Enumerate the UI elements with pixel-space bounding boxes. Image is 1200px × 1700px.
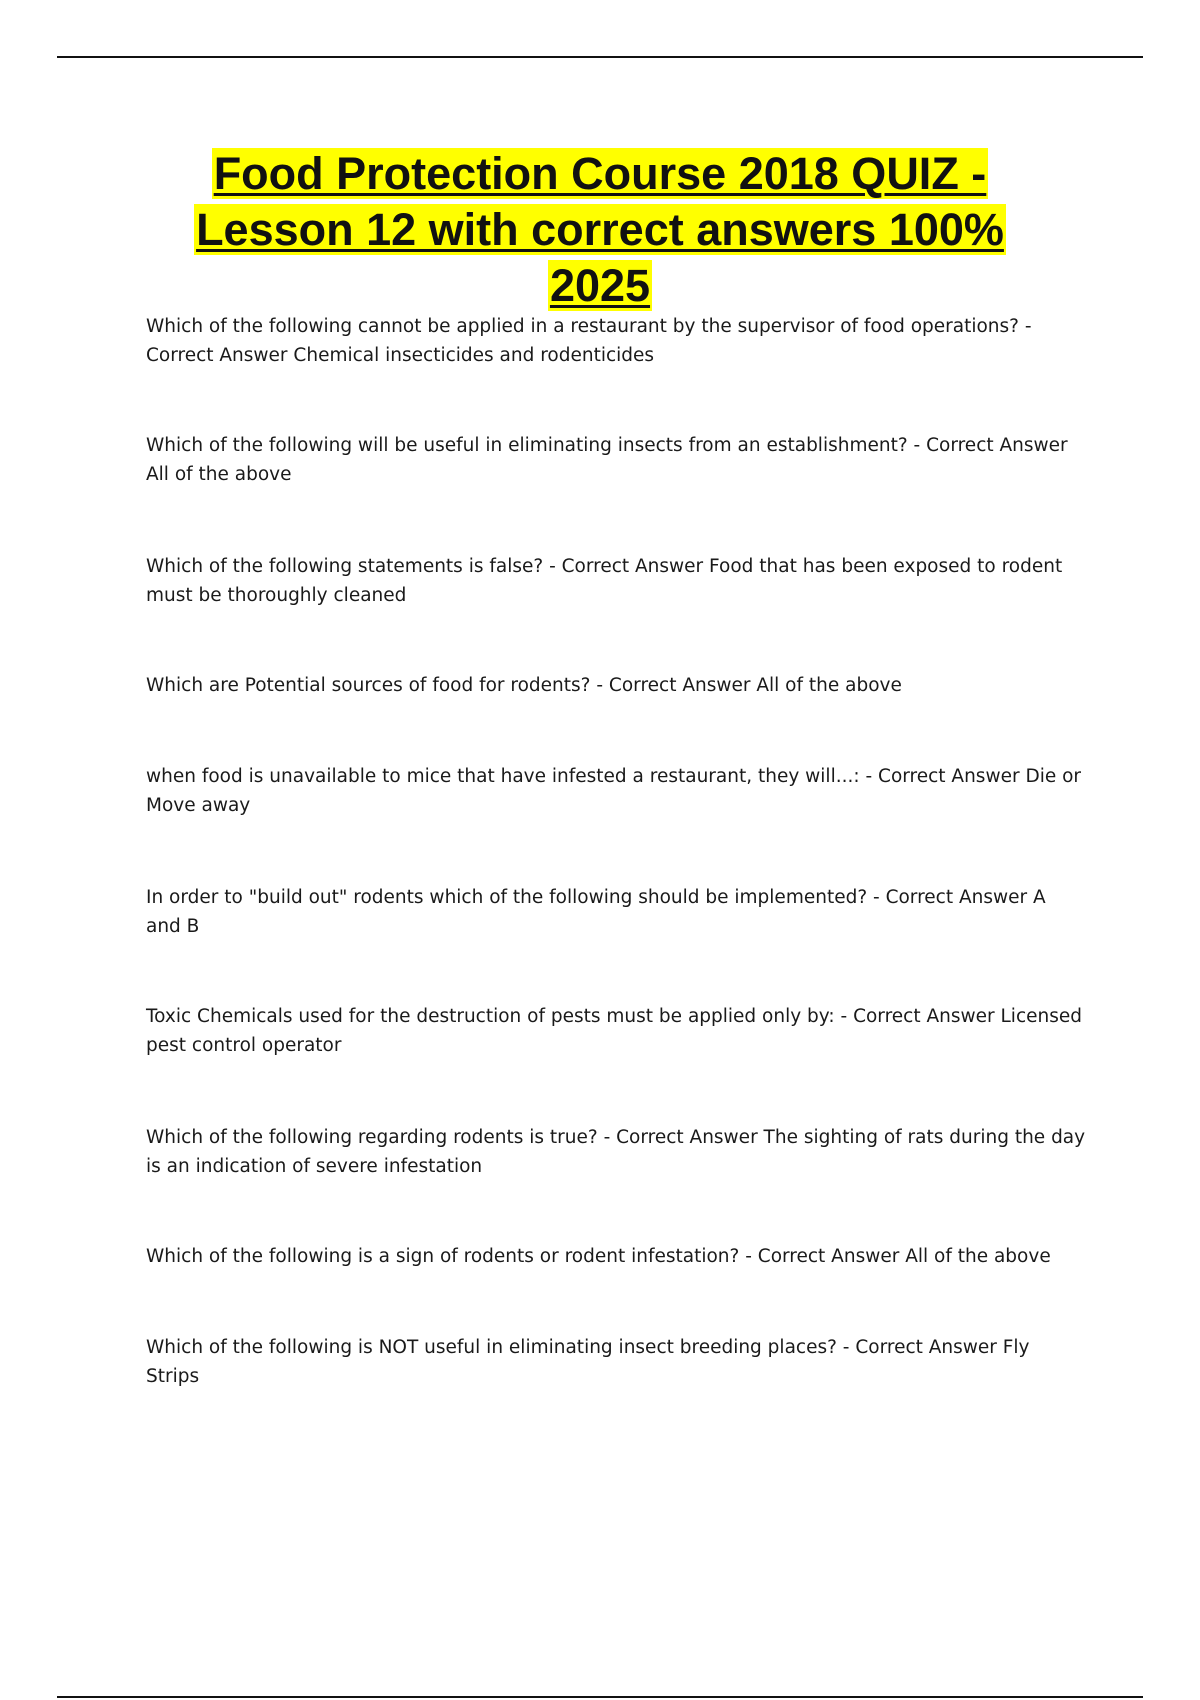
qa-item-3: Which of the following statements is false? - Correct Answer Food that has been exposed to rodent must be thoroughly cleaned — [146, 556, 1063, 606]
qa-item-7: Toxic Chemicals used for the destruction of pests must be applied only by: - Correct Answer Licensed pest control operator — [146, 1006, 1082, 1056]
qa-item-6: In order to "build out" rodents which of the following should be implemented? - Correct Answer A and B — [146, 887, 1046, 937]
qa-item-1: Which of the following cannot be applied in a restaurant by the supervisor of food operations? - Correct Answer Chemical insecticides and rodenticides — [146, 316, 1032, 366]
qa-item-2: Which of the following will be useful in eliminating insects from an establishment? - Correct Answer All of the above — [146, 435, 1068, 485]
qa-item-5: when food is unavailable to mice that have infested a restaurant, they will...: - Correct Answer Die or Move away — [146, 766, 1082, 816]
qa-item-8: Which of the following regarding rodents is true? - Correct Answer The sighting of rats during the day is an indication of severe infestation — [146, 1127, 1086, 1177]
qa-item-9: Which of the following is a sign of rodents or rodent infestation? - Correct Answer All of the above — [146, 1246, 1051, 1267]
footer-rule — [57, 1696, 1143, 1698]
header-rule — [57, 56, 1143, 58]
qa-item-10: Which of the following is NOT useful in eliminating insect breeding places? - Correct Answer Fly Strips — [146, 1337, 1030, 1387]
document-title — [60, 146, 1140, 314]
title-line-1: Food Protection Course 2018 QUIZ - — [213, 148, 987, 199]
question-answer-list — [146, 312, 1086, 1393]
qa-item-4: Which are Potential sources of food for rodents? - Correct Answer All of the above — [146, 675, 902, 696]
title-line-2: Lesson 12 with correct answers 100% — [196, 204, 1004, 255]
title-line-3: 2025 — [549, 260, 651, 311]
